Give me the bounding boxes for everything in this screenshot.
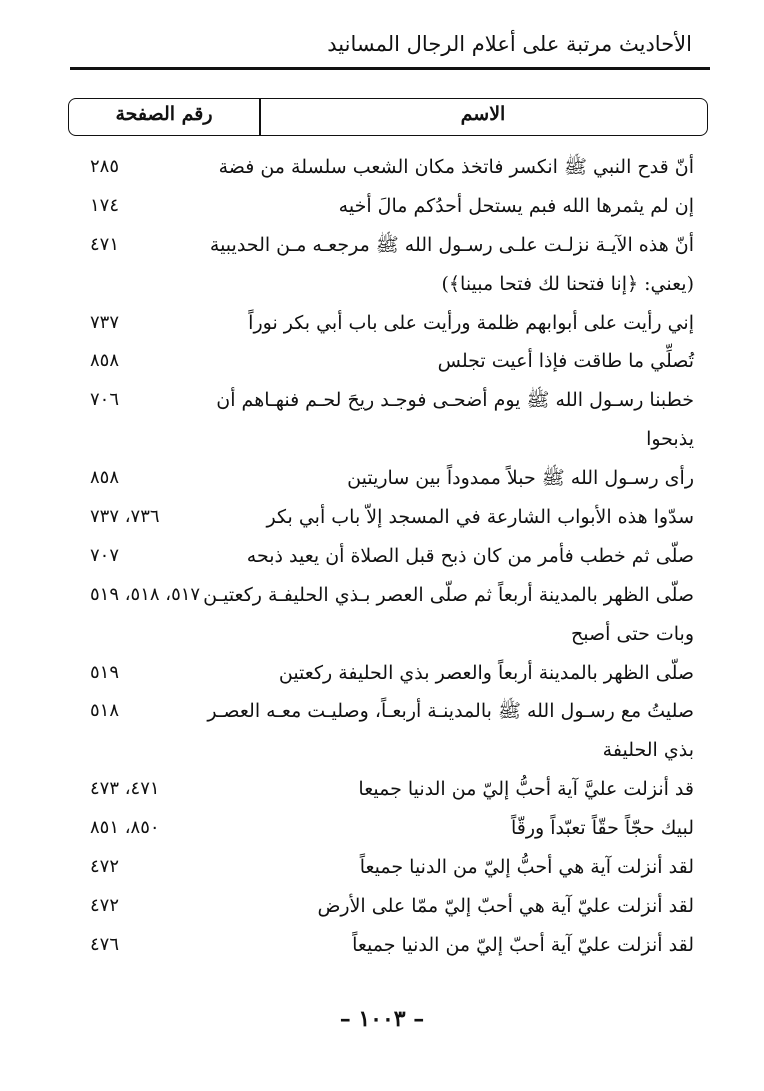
list-item bbox=[70, 492, 710, 531]
entry-pages: ٥١٧، ٥١٨، ٥١٩ bbox=[90, 583, 201, 605]
entry-pages: ٤٧١، ٤٧٣ bbox=[90, 778, 160, 800]
entry-pages: ٤٧٢ bbox=[90, 856, 120, 878]
list-item bbox=[70, 531, 710, 570]
entry-text: أنّ هذه الآيـة نزلـت علـى رسـول الله ﷺ مرجعـه مـن الحديبية bbox=[209, 233, 694, 256]
entry-text: بذي الحليفة bbox=[602, 739, 694, 762]
entry-text: رأى رسـول الله ﷺ حبلاً ممدوداً بين ساريتين bbox=[347, 467, 694, 490]
list-item bbox=[70, 803, 710, 842]
list-item bbox=[70, 920, 710, 959]
list-item bbox=[70, 725, 710, 764]
entry-pages: ١٧٤ bbox=[90, 194, 120, 216]
list-item bbox=[70, 181, 710, 220]
header-rule bbox=[70, 67, 710, 70]
entry-pages: ٧٣٦، ٧٣٧ bbox=[90, 506, 160, 528]
entry-text: صلّى ثم خطب فأمر من كان ذبح قبل الصلاة أن يعيد ذبحه bbox=[246, 544, 694, 567]
list-item bbox=[70, 764, 710, 803]
entry-text: وبات حتى أصبح bbox=[571, 622, 694, 645]
entry-text: قد أنزلت عليَّ آية أحبُّ إليّ من الدنيا جميعا bbox=[358, 778, 694, 801]
list-item bbox=[70, 414, 710, 453]
entry-text: إن لم يثمرها الله فبم يستحل أحدُكم مالَ أخيه bbox=[338, 194, 694, 217]
entry-text: لقد أنزلت عليّ آية هي أحبّ إليّ ممّا على الأرض bbox=[317, 894, 694, 917]
list-item bbox=[70, 686, 710, 725]
entry-text: سدّوا هذه الأبواب الشارعة في المسجد إلاّ باب أبي بكر bbox=[266, 506, 694, 529]
entry-text: تُصلِّي ما طاقت فإذا أعيت تجلس bbox=[437, 350, 694, 373]
entry-pages: ٥١٩ bbox=[90, 661, 120, 683]
list-item bbox=[70, 298, 710, 337]
entries-list bbox=[70, 142, 710, 959]
column-header-box bbox=[68, 98, 708, 136]
entry-pages: ٤٧٦ bbox=[90, 933, 120, 955]
entry-text: (يعني: ﴿إنا فتحنا لك فتحا مبينا﴾) bbox=[441, 272, 694, 295]
entry-pages: ٤٧٢ bbox=[90, 894, 120, 916]
entry-text: لبيك حجّاً حقّاً تعبّداً ورقّاً bbox=[510, 817, 694, 840]
entry-pages: ٧٠٦ bbox=[90, 389, 120, 411]
list-item bbox=[70, 570, 710, 609]
entry-pages: ٢٨٥ bbox=[90, 156, 120, 177]
list-item bbox=[70, 220, 710, 259]
entry-text: يذبحوا bbox=[646, 428, 694, 451]
entry-text: صليتُ مع رسـول الله ﷺ بالمدينـة أربعـاً، وصليـت معـه العصـر bbox=[207, 700, 694, 723]
entry-text: صلّى الظهر بالمدينة أربعاً والعصر بذي الحليفة ركعتين bbox=[278, 661, 694, 684]
entry-pages: ٧٣٧ bbox=[90, 311, 120, 333]
entry-text: لقد أنزلت عليّ آية أحبّ إليّ من الدنيا جميعاً bbox=[352, 933, 694, 956]
entry-text: إني رأيت على أبوابهم ظلمة ورأيت على باب أبي بكر نوراً bbox=[248, 311, 694, 334]
entry-pages: ٨٥٠، ٨٥١ bbox=[90, 817, 160, 839]
entry-text: أنّ قدح النبي ﷺ انكسر فاتخذ مكان الشعب سلسلة من فضة bbox=[218, 156, 694, 178]
entry-text: خطبنا رسـول الله ﷺ يوم أضحـى فوجـد ريحَ لحـم فنهـاهم أن bbox=[216, 389, 694, 412]
column-page-label: رقم الصفحة bbox=[115, 103, 213, 125]
list-item bbox=[70, 881, 710, 920]
list-item bbox=[70, 142, 710, 181]
entry-text: صلّى الظهر بالمدينة أربعاً ثم صلّى العصر بـذي الحليفـة ركعتيـن bbox=[203, 583, 694, 606]
list-item bbox=[70, 336, 710, 375]
entry-pages: ٧٠٧ bbox=[90, 544, 120, 566]
page-number: – ١٠٠٣ – bbox=[339, 1006, 425, 1032]
entry-pages: ٨٥٨ bbox=[90, 350, 120, 372]
list-item bbox=[70, 259, 710, 298]
list-item bbox=[70, 609, 710, 648]
entry-text: لقد أنزلت آية هي أحبُّ إليّ من الدنيا جميعاً bbox=[359, 856, 694, 879]
list-item bbox=[70, 648, 710, 687]
entry-pages: ٥١٨ bbox=[90, 700, 120, 722]
column-name-label: الاسم bbox=[460, 103, 506, 125]
running-header: الأحاديث مرتبة على أعلام الرجال المسانيد bbox=[327, 32, 692, 56]
list-item bbox=[70, 375, 710, 414]
list-item bbox=[70, 453, 710, 492]
entry-pages: ٨٥٨ bbox=[90, 467, 120, 489]
entry-pages: ٤٧١ bbox=[90, 233, 120, 255]
list-item bbox=[70, 842, 710, 881]
